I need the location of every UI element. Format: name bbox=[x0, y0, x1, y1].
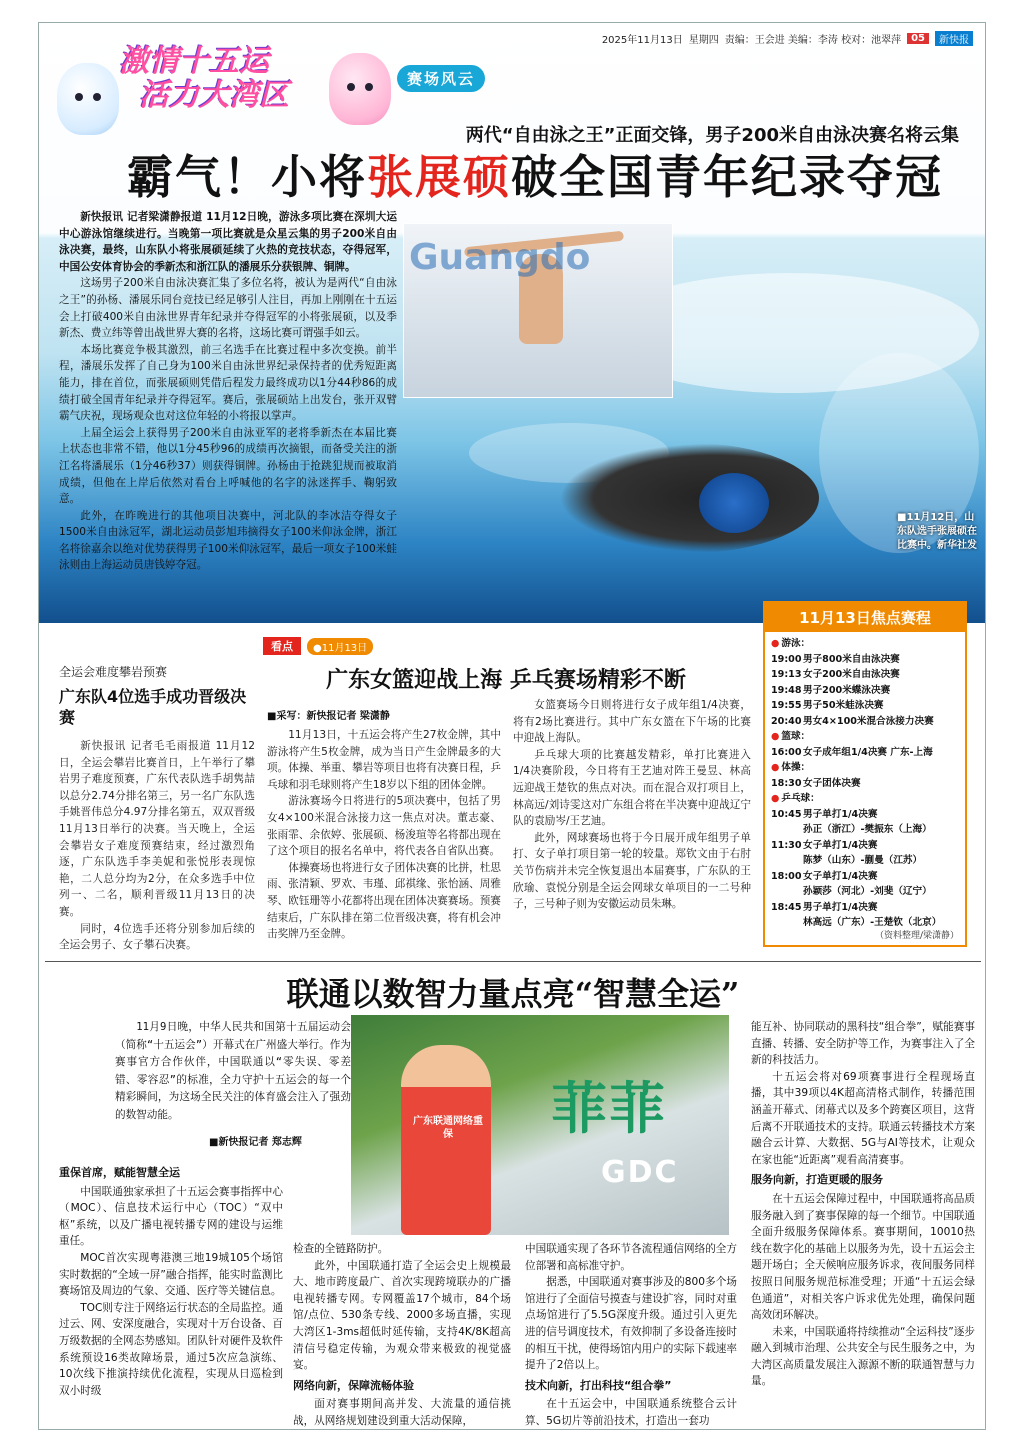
schedule-matchup: 陈梦（山东）-蒯曼（江苏） bbox=[803, 855, 923, 866]
kandian-title: 广东女篮迎战上海 乒乓赛场精彩不断 bbox=[326, 667, 686, 693]
schedule-title: 11月13日焦点赛程 bbox=[765, 603, 965, 632]
schedule-row bbox=[771, 807, 959, 823]
schedule-matchup: 林高远（广东）-王楚钦（北京） bbox=[803, 917, 942, 928]
mascot-eye bbox=[365, 83, 373, 91]
article-paragraph: 女篮赛场今日则将进行女子成年组1/4决赛，将有2场比赛进行。其中广东女篮在下午场的比赛中迎战上海队。 bbox=[513, 699, 751, 745]
schedule-time: 20:40 bbox=[771, 715, 802, 727]
schedule-time: 10:45 bbox=[771, 808, 802, 820]
schedule-event: 女子成年组1/4决赛 广东-上海 bbox=[803, 746, 933, 758]
schedule-box bbox=[763, 601, 967, 947]
unicom-column-1 bbox=[59, 1161, 283, 1399]
article-paragraph: 中国联通独家承担了十五运会赛事指挥中心（MOC）、信息技术运行中心（TOC）“双中枢”系统，以及广播电视转播专网的建设与运维重任。 bbox=[59, 1185, 283, 1248]
schedule-row bbox=[771, 714, 959, 730]
unicom-column-3 bbox=[525, 1241, 737, 1430]
schedule-row bbox=[771, 900, 959, 916]
brand-line-1: 激情十五运 bbox=[119, 44, 269, 79]
article-paragraph: 这场男子200米自由泳决赛汇集了多位名将，被认为是两代“自由泳之王”的孙杨、潘展乐同台竞技已经足够引人注目，再加上刚刚在十五运会上打破400米自由泳世界青年纪录并夺得冠军的小将张展硕，以及季新杰、费立纬等曾出战世界大赛的名将，这场比赛可谓强手如云。 bbox=[59, 277, 397, 340]
schedule-time: 16:00 bbox=[771, 746, 802, 758]
brand-logo bbox=[119, 45, 289, 113]
schedule-category: ● 乒乓球： bbox=[771, 791, 959, 807]
schedule-time: 11:30 bbox=[771, 839, 802, 851]
story-title: 广东队4位选手成功晋级决赛 bbox=[59, 687, 247, 727]
article-paragraph: 在十五运会保障过程中，中国联通将高品质服务融入到了赛事保障的每一个细节。中国联通全面升级服务保障体系。赛事期间，10010热线在数字化的基础上以服务为先，设十五运会主题开场白；全天候响应服务诉求，夜间服务同样按照日间服务规范标准受理；开通“十五运会绿色通道”，对相关客户诉求优先处理，确保问题高效闭环解决。 bbox=[751, 1192, 975, 1322]
article-paragraph: 检查的全链路防护。 bbox=[293, 1243, 389, 1255]
kandian-byline: ■采写：新快报记者 梁潇静 bbox=[267, 711, 390, 722]
schedule-event: 男子单打1/4决赛 bbox=[803, 901, 878, 913]
kandian-label: 看点 bbox=[263, 637, 301, 655]
article-paragraph: 同时，4位选手还将分别参加后续的全运会男子、女子攀石决赛。 bbox=[59, 922, 255, 952]
schedule-row bbox=[771, 667, 959, 683]
schedule-time: 18:45 bbox=[771, 901, 802, 913]
kandian-date: ●11月13日 bbox=[307, 638, 373, 655]
headline-post: 破全国青年纪录夺冠 bbox=[511, 150, 943, 204]
mascot-eye bbox=[93, 93, 101, 101]
article-paragraph: 能互补、协同联动的黑科技“组合拳”，赋能赛事直播、转播、安全防护等工作，为赛事注入了全新的科技活力。 bbox=[751, 1021, 975, 1067]
schedule-row bbox=[771, 776, 959, 792]
article-paragraph: 此外，在昨晚进行的其他项目决赛中，河北队的李冰洁夺得女子1500米自由泳冠军，湖北运动员彭旭玮摘得女子100米仰泳金牌，浙江名将徐嘉余以绝对优势获得男子100米仰泳冠军，最后一项女子100米蛙泳则由上海运动员唐钱婷夺冠。 bbox=[59, 509, 397, 572]
schedule-event: 男子50米蛙泳决赛 bbox=[803, 700, 884, 711]
schedule-event: 女子200米自由泳决赛 bbox=[803, 669, 900, 680]
page-number: 05 bbox=[907, 33, 929, 44]
article-paragraph: 在十五运会中，中国联通系统整合云计算、5G切片等前沿技术，打造出一套功 bbox=[525, 1398, 737, 1427]
story-kicker: 全运会难度攀岩预赛 bbox=[59, 665, 168, 679]
sub-headline: 两代“自由泳之王”正面交锋，男子200米自由泳决赛名将云集 bbox=[465, 125, 959, 146]
climbing-story bbox=[59, 663, 255, 954]
schedule-row bbox=[771, 869, 959, 885]
kandian-column-1 bbox=[267, 727, 501, 943]
article-paragraph: 游泳赛场今日将进行的5项决赛中，包括了男女4×100米混合泳接力这一焦点对决。董志豪、张雨霏、余依婷、张展硕、杨浚瑄等名将都出现在了这个项目的报名名单中，将代表各自省队出赛。 bbox=[267, 795, 501, 858]
issue-date: 2025年11月13日 bbox=[601, 35, 683, 46]
article-paragraph: 十五运会将对69项赛事进行全程现场直播，其中39项以4K超高清格式制作，转播范围涵盖开幕式、闭幕式以及多个跨赛区项目，这背后离不开联通技术的支持。联通云转播技术方案融合云计算、大数据、5G与AI等技术，让观众在家也能“近距离”观看高清赛事。 bbox=[751, 1070, 975, 1166]
schedule-time: 18:00 bbox=[771, 870, 802, 882]
schedule-time: 19:00 bbox=[771, 653, 802, 665]
column-subhead: 技术向新，打出科技“组合拳” bbox=[525, 1378, 672, 1392]
article-paragraph: 未来，中国联通将持续推动“全运科技”逐步融入到城市治理、公共安全与民生服务之中，为大湾区高质量发展注入源源不断的联通智慧与力量。 bbox=[751, 1325, 975, 1388]
hero-section bbox=[39, 23, 986, 623]
schedule-event: 男子800米自由泳决赛 bbox=[803, 653, 900, 665]
headline-name: 张展硕 bbox=[367, 150, 511, 204]
schedule-category: ● 篮球： bbox=[771, 729, 959, 745]
venue-wordmark: Guangdo bbox=[409, 237, 591, 278]
newspaper-page bbox=[38, 22, 986, 1430]
schedule-event: 男子200米蝶泳决赛 bbox=[803, 684, 891, 696]
masthead bbox=[602, 31, 973, 46]
schedule-row bbox=[771, 745, 959, 761]
unicom-headline: 联通以数智力量点亮“智慧全运” bbox=[286, 975, 740, 1013]
column-subhead: 服务向新，打造更暖的服务 bbox=[751, 1173, 883, 1187]
unicom-byline: ■新快报记者 郑志辉 bbox=[209, 1137, 302, 1148]
intro-paragraph: 11月9日晚，中华人民共和国第十五届运动会（简称“十五运会”）开幕式在广州盛大举行。作为赛事官方合作伙伴，中国联通以“零失误、零差错、零容忍”的标准，全力守护十五运会的每一个精彩瞬间，为这场全民关注的体育盛会注入了强劲的数智动能。 bbox=[115, 1021, 351, 1121]
schedule-event: 男子单打1/4决赛 bbox=[803, 808, 878, 820]
article-paragraph: 上届全运会上获得男子200米自由泳亚军的老将季新杰在本届比赛上状态也非常不错，他以1分45秒96的成绩再次摘银，而备受关注的浙江名将潘展乐（1分46秒37）则获得铜牌。孙杨由于抢跳犯规而被取消成绩，但他在上岸后依然对看台上呼喊他的名字的泳迷挥手、鞠躬致意。 bbox=[59, 426, 397, 506]
schedule-row bbox=[771, 698, 959, 714]
article-paragraph: 乒乓球大项的比赛越发精彩，单打比赛进入1/4决赛阶段，今日将有王艺迪对阵王曼昱、林高远迎战王楚钦的焦点对决。而在混合双打项目上，林高远/刘诗雯这对广东组合将在半决赛中迎战辽宁队的袁励岑/王艺迪。 bbox=[513, 748, 751, 828]
article-paragraph: 体操赛场也将进行女子团体决赛的比拼，杜思雨、张清颖、罗欢、韦瑾、邱祺缘、张怡涵、周雅琴、欧钰珊等小花都将出现在团体决赛赛场。预赛结束后，广东队排在第二位晋级决赛，将有机会冲击奖牌乃至金牌。 bbox=[267, 861, 501, 941]
schedule-time: 19:48 bbox=[771, 684, 802, 696]
vest-lettering: 广东联通网络重保 bbox=[413, 1116, 483, 1140]
article-paragraph: 新快报讯 记者毛毛雨报道 11月12日，全运会攀岩比赛首日，上午举行了攀岩男子难度预赛，广东代表队选手胡隽喆以总分2.74分排名第三，另一名广东队选手姚晋伟总分4.97分排名第五，双双晋级11月13日举行的决赛。当天晚上，全运会攀岩女子难度预赛结束，经过激烈角逐，广东队选手李美妮和张悦彤表现惊艳，二人总分均为2分，在众多选手中位列一、二名，顺利晋级11月13日的决赛。 bbox=[59, 740, 255, 918]
article-paragraph: 新快报讯 记者梁潇静报道 11月12日晚，游泳多项比赛在深圳大运中心游泳馆继续进行。当晚第一项比赛就是众星云集的男子200米自由泳决赛，最终，山东队小将张展硕延续了火热的竞技状态，夺得冠军，中国公安体育协会的季新杰和浙江队的潘展乐分获银牌、铜牌。 bbox=[59, 211, 397, 273]
headline-pre: 霸气！小将 bbox=[127, 150, 367, 204]
column-subhead: 网络向新，保障流畅体验 bbox=[293, 1378, 414, 1392]
swim-cap bbox=[699, 473, 769, 533]
kandian-column-2 bbox=[513, 697, 751, 913]
kandian-tag bbox=[263, 637, 373, 655]
schedule-event: 女子单打1/4决赛 bbox=[803, 839, 878, 851]
mascot-right-image bbox=[329, 53, 391, 125]
brand-line-2: 活力大湾区 bbox=[139, 78, 289, 113]
article-paragraph: 此外，中国联通打造了全运会史上规模最大、地市跨度最广、首次实现跨境联办的广播电视转播专网。专网覆盖17个城市，84个场馆/点位、530条专线、2000多场直播，实现大湾区1-3ms超低时延传输，支持4K/8K超高清信号稳定传输，为观众带来极致的视觉盛宴。 bbox=[293, 1259, 511, 1372]
schedule-category: ● 游泳： bbox=[771, 636, 959, 652]
schedule-time: 18:30 bbox=[771, 777, 802, 789]
schedule-matchup: 孙颖莎（河北）-刘斐（辽宁） bbox=[803, 886, 932, 897]
article-paragraph: TOC则专注于网络运行状态的全局监控。通过云、网、安深度融合，实现对十万台设备、百万级数据的全网态势感知。团队针对硬件及软件系统预设16类故障场景，通过5次应急演练、10次线下推演持续优化流程，实现从日巡检到双小时级 bbox=[59, 1301, 283, 1397]
schedule-row bbox=[771, 652, 959, 668]
section-tag: 赛场风云 bbox=[397, 65, 485, 92]
article-paragraph: 据悉，中国联通对赛事涉及的800多个场馆进行了全面信号摸查与建设扩容，同时对重点场馆进行了5.5G深度升级。通过引入更先进的信号调度技术，有效抑制了多设备连接时的相互干扰，使得场馆内用户的实际下载速率提升了2倍以上。 bbox=[525, 1276, 737, 1372]
article-paragraph: 11月13日，十五运会将产生27枚金牌，其中游泳将产生5枚金牌，成为当日产生金牌最多的大项。体操、举重、攀岩等项目也将有决赛日程，乒乓球和羽毛球则将产生18岁以下组的团体金牌。 bbox=[267, 729, 501, 791]
unicom-column-2 bbox=[293, 1241, 511, 1430]
schedule-time: 19:13 bbox=[771, 669, 802, 680]
schedule-time: 19:55 bbox=[771, 700, 802, 711]
section-divider bbox=[45, 961, 981, 962]
schedule-category: ● 体操： bbox=[771, 760, 959, 776]
schedule-matchup: 孙正（浙江）-樊振东（上海） bbox=[803, 824, 932, 835]
sign-lettering-2: GDC bbox=[601, 1155, 679, 1190]
article-paragraph: 面对赛事期间高并发、大流量的通信挑战，从网络规划建设到重大活动保障， bbox=[293, 1398, 511, 1427]
article-paragraph: 中国联通实现了各环节各流程通信网络的全方位部署和高标准守护。 bbox=[525, 1243, 737, 1272]
schedule-row bbox=[771, 683, 959, 699]
article-paragraph: 本场比赛竞争极其激烈，前三名选手在比赛过程中多次变换。前半程，潘展乐发挥了自己身为100米自由泳世界纪录保持者的优秀短距离能力，排在首位，而张展硕则凭借后程发力最终成功以1分44秒86的成绩打破全国青年纪录并夺得冠军。赛后，张展硕站上出发台，张开双臂霸气庆祝，现场观众也对这位年轻的小将报以掌声。 bbox=[59, 343, 397, 423]
schedule-row bbox=[771, 838, 959, 854]
column-subhead: 重保首席，赋能智慧全运 bbox=[59, 1166, 180, 1179]
photo-caption: ■11月12日，山东队选手张展硕在比赛中。新华社发 bbox=[897, 512, 977, 551]
unicom-intro bbox=[115, 1019, 351, 1124]
story-body bbox=[59, 738, 255, 954]
schedule-event: 女子单打1/4决赛 bbox=[803, 870, 878, 882]
schedule-event: 女子团体决赛 bbox=[803, 777, 861, 789]
unicom-column-4 bbox=[751, 1019, 975, 1390]
article-paragraph: 此外，网球赛场也将于今日展开成年组男子单打、女子单打项目第一轮的较量。郑钦文由于右肘关节伤病并未完全恢复退出本届赛事，广东队的王欣瑜、袁悦分别是全运会网球女单项目的一二号种子，三号种子则为安徽运动员朱琳。 bbox=[513, 831, 751, 911]
editor-credits: 责编：王会进 美编：李涛 校对：池翠萍 bbox=[724, 35, 902, 46]
issue-weekday: 星期四 bbox=[688, 35, 719, 46]
lead-article bbox=[59, 209, 397, 574]
schedule-event: 男女4×100米混合泳接力决赛 bbox=[803, 715, 934, 727]
paper-name: 新快报 bbox=[935, 31, 973, 46]
article-paragraph: MOC首次实现粤港澳三地19城105个场馆实时数据的“全域一屏”融合指挥，能实时监测比赛场馆及周边的气象、交通、医疗等关键信息。 bbox=[59, 1251, 283, 1298]
sign-lettering: 菲菲 bbox=[551, 1077, 667, 1142]
mascot-eye bbox=[75, 93, 83, 101]
mascot-left-image bbox=[57, 63, 119, 135]
swimmer-photo bbox=[559, 443, 819, 553]
schedule-list bbox=[765, 632, 965, 935]
main-headline bbox=[127, 141, 943, 207]
schedule-source: （资料整理/梁潇静） bbox=[874, 931, 959, 941]
mascot-eye bbox=[347, 83, 355, 91]
unicom-photo bbox=[351, 1015, 729, 1235]
